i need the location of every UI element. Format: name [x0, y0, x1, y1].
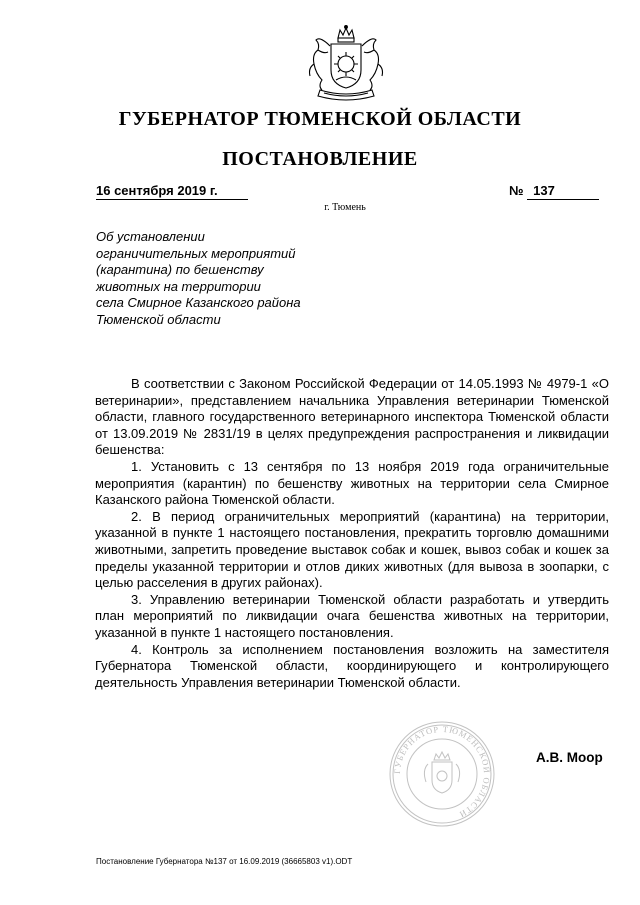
subject-line: села Смирное Казанского района	[96, 295, 301, 311]
coat-of-arms-icon	[298, 24, 394, 106]
footer-file-reference: Постановление Губернатора №137 от 16.09.2019 (36665803 v1).ODT	[96, 857, 353, 866]
document-date: 16 сентября 2019 г.	[96, 183, 248, 200]
official-seal-icon	[388, 720, 496, 828]
seal-text: ГУБЕРНАТОР ТЮМЕНСКОЙ ОБЛАСТИ	[391, 723, 493, 821]
subject-line: (карантина) по бешенству	[96, 262, 264, 278]
item-paragraph-1: 1. Установить с 13 сентября по 13 ноября 2019 года ограничительные мероприятия (карантин) по бешенству животных на территории села Смирное Казанского района Тюменской области.	[95, 458, 609, 508]
subject-line: ограничительных мероприятий	[96, 245, 296, 261]
document-subject	[96, 229, 336, 329]
item-paragraph-4: 4. Контроль за исполнением постановления возложить на заместителя Губернатора Тюменской области, координирующего и контролирующего деятельность Управления ветеринарии Тюменской области.	[95, 641, 609, 690]
item-paragraph-2: 2. В период ограничительных мероприятий (карантина) на территории, указанной в пункте 1 настоящего постановления, прекратить торговлю домашними животными, запретить проведение выставок собак и кошек, вывоз собак и кошек за пределы указанной территории и отлов диких животных (для вывоза в зоопарки, с целью расселения в других районах).	[95, 508, 609, 591]
authority-title: ГУБЕРНАТОР ТЮМЕНСКОЙ ОБЛАСТИ	[118, 108, 522, 130]
document-type-title: ПОСТАНОВЛЕНИЕ	[222, 148, 418, 170]
subject-line: Об установлении	[96, 229, 205, 244]
document-number	[509, 183, 599, 200]
subject-line: Тюменской области	[96, 311, 221, 327]
number-value: 137	[527, 183, 599, 200]
preamble-paragraph: В соответствии с Законом Российской Федерации от 14.05.1993 № 4979-1 «О ветеринарии», представлением начальника Управления ветеринарии Тюменской области, главного государственного ветеринарного инспектора Тюменской области от 13.09.2019 № 2831/19 в целях предупреждения распространения и ликвидации бешенства:	[95, 376, 609, 458]
document-body	[95, 376, 609, 691]
item-paragraph-3: 3. Управлению ветеринарии Тюменской области разработать и утвердить план мероприятий по ликвидации очага бешенства животных на территории, указанной в пункте 1 настоящего постановления.	[95, 591, 609, 640]
signatory-name: А.В. Моор	[536, 750, 603, 765]
subject-line: животных на территории	[96, 278, 261, 294]
number-sign: №	[509, 183, 524, 198]
document-city: г. Тюмень	[324, 202, 366, 213]
